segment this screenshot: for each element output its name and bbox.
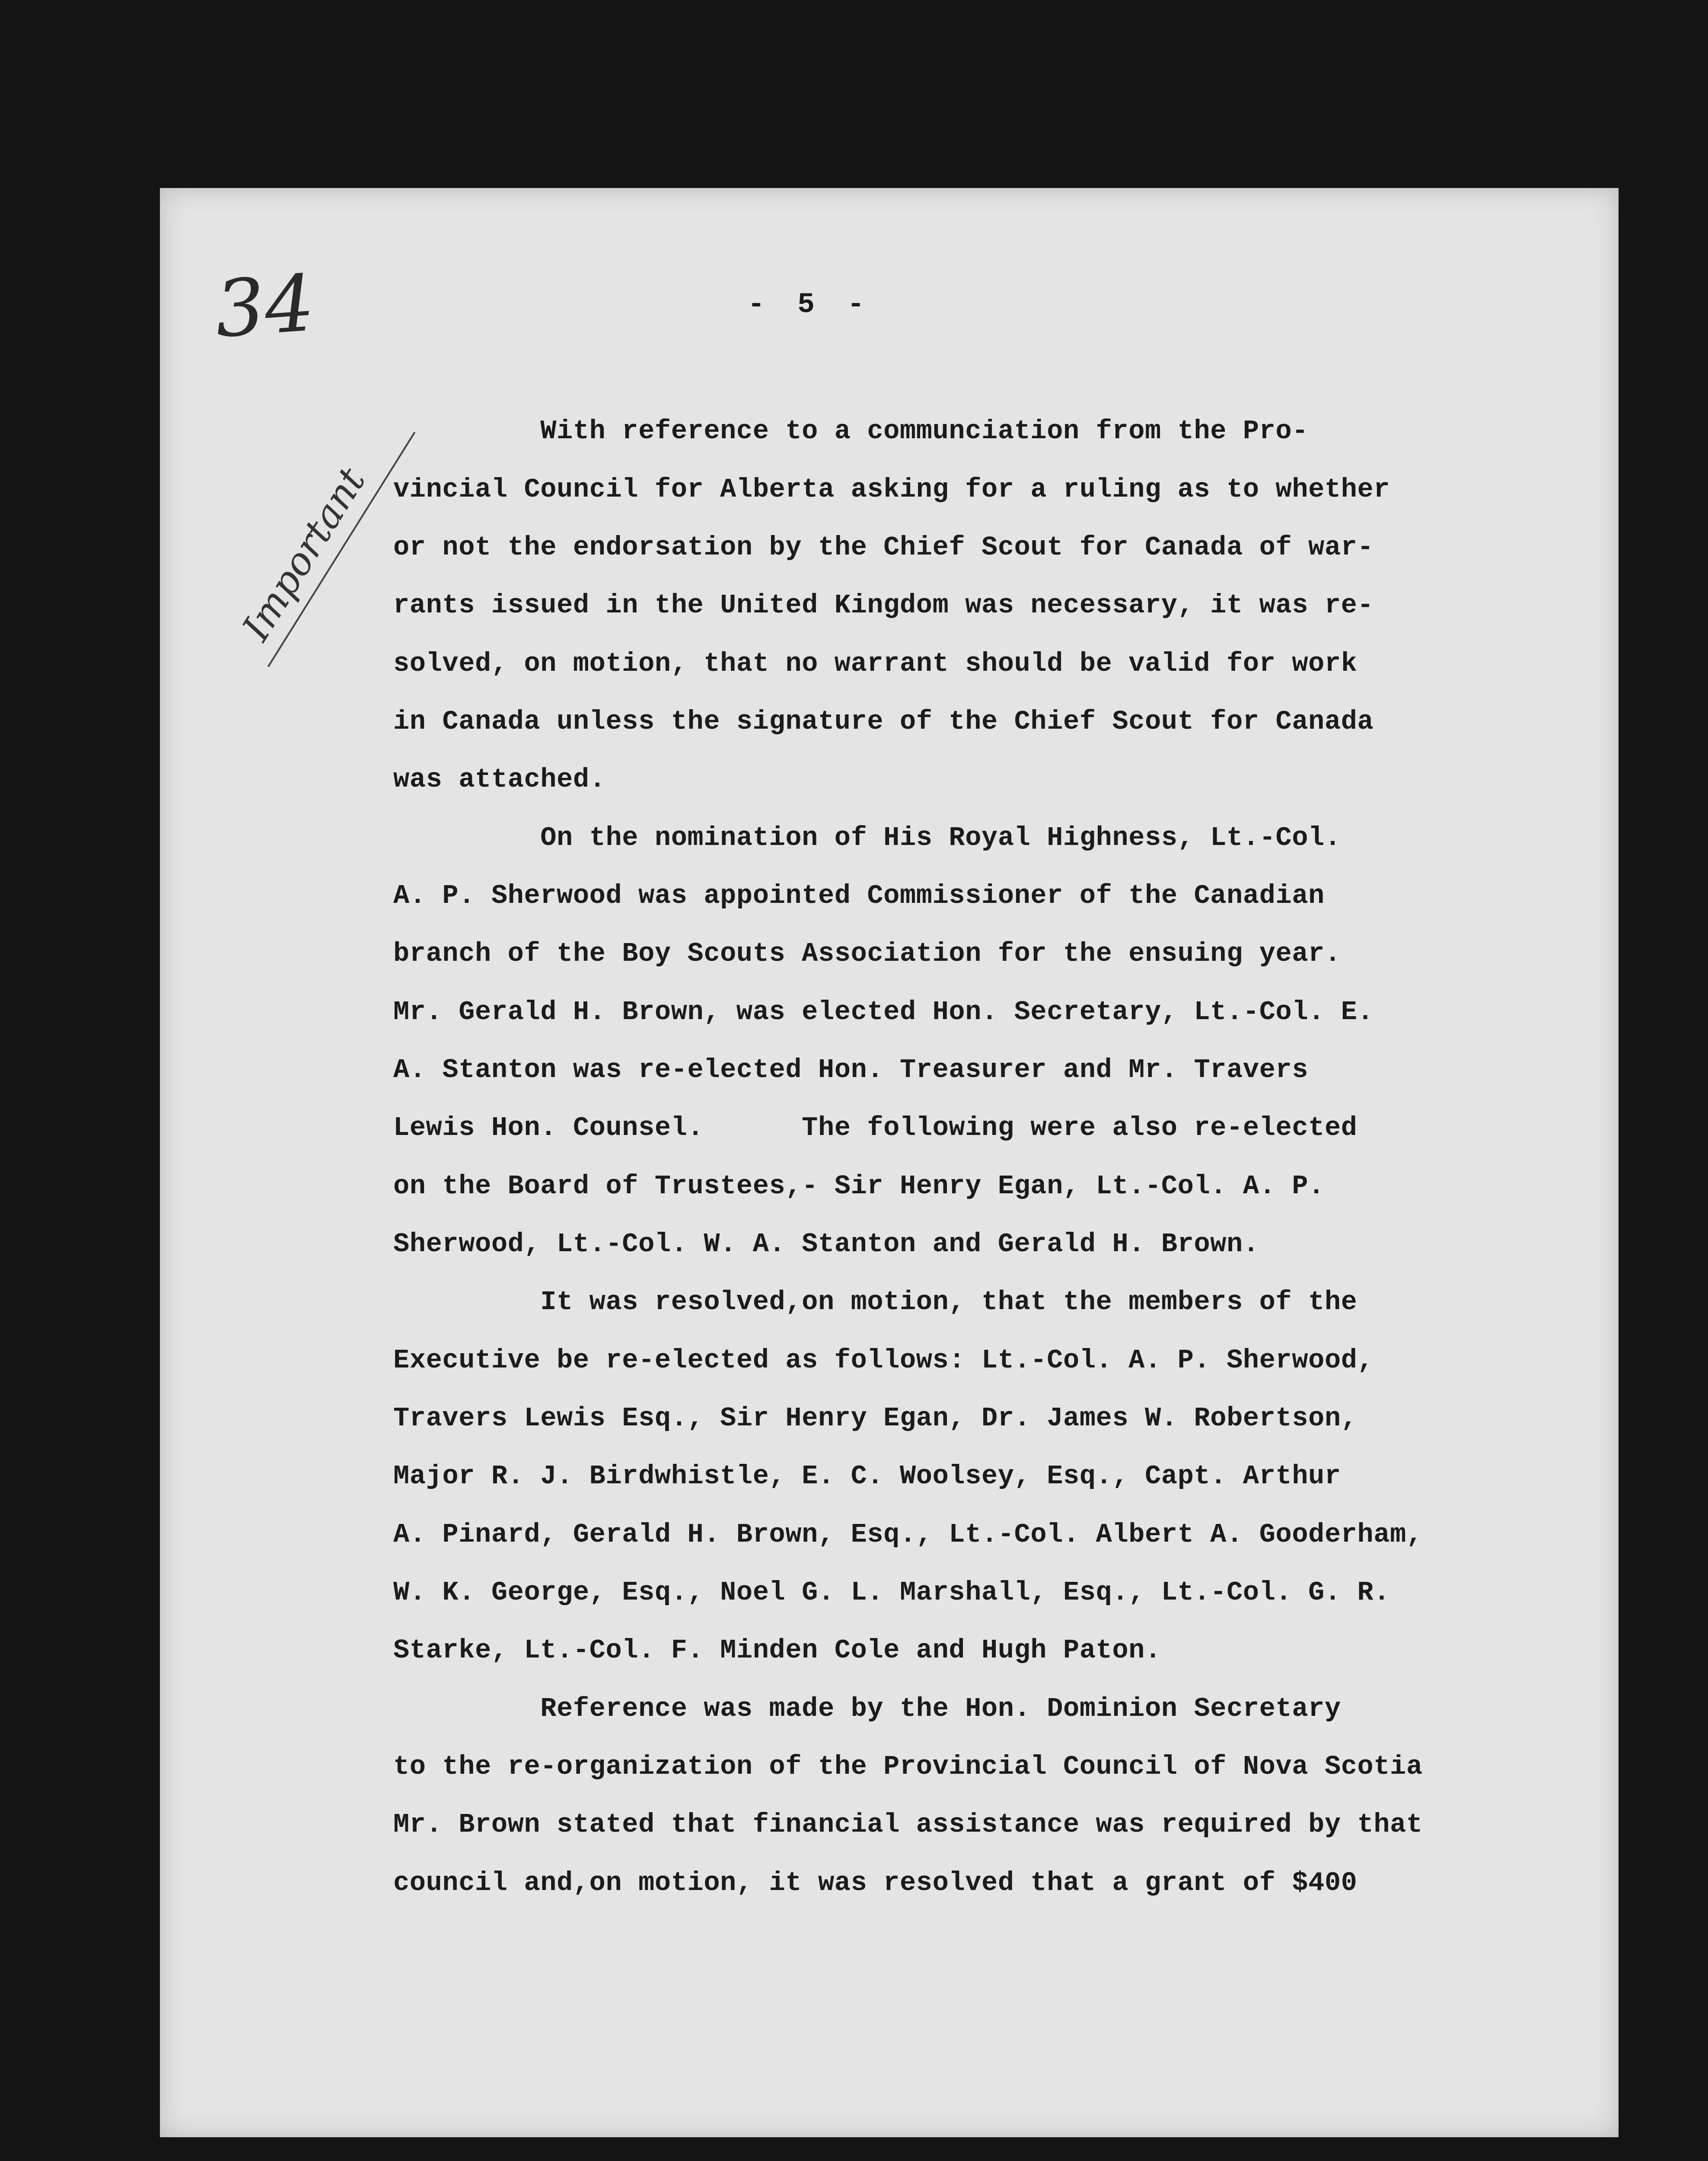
text-line: On the nomination of His Royal Highness, Lt.-Col. [393,822,1341,853]
text-line: Reference was made by the Hon. Dominion Secretary [393,1693,1341,1724]
margin-note-text: Important [233,459,374,648]
text-line: A. Stanton was re-elected Hon. Treasurer and Mr. Travers [393,1055,1309,1085]
text-line: With reference to a communciation from the Pro- [393,416,1309,446]
text-line: solved, on motion, that no warrant should be valid for work [393,648,1357,679]
text-line: rants issued in the United Kingdom was necessary, it was re- [393,590,1374,621]
text-line: vincial Council for Alberta asking for a ruling as to whether [393,474,1390,505]
text-line: was attached. [393,764,606,795]
text-line: Executive be re-elected as follows: Lt.-Col. A. P. Sherwood, [393,1345,1374,1376]
document-page [160,188,1619,2137]
text-line: or not the endorsation by the Chief Scout for Canada of war- [393,532,1374,563]
text-line: Starke, Lt.-Col. F. Minden Cole and Hugh Paton. [393,1635,1161,1666]
page-number: - 5 - [748,288,873,321]
text-line: Travers Lewis Esq., Sir Henry Egan, Dr. James W. Robertson, [393,1403,1357,1434]
text-line: to the re-organization of the Provincial Council of Nova Scotia [393,1751,1423,1782]
text-line: It was resolved,on motion, that the members of the [393,1287,1357,1317]
text-line: A. Pinard, Gerald H. Brown, Esq., Lt.-Col. Albert A. Gooderham, [393,1519,1423,1550]
text-line: Mr. Brown stated that financial assistance was required by that [393,1809,1423,1840]
margin-annotation [233,456,383,652]
text-line: A. P. Sherwood was appointed Commissioner of the Canadian [393,880,1325,911]
text-line: on the Board of Trustees,- Sir Henry Egan, Lt.-Col. A. P. [393,1171,1325,1202]
document-content [160,188,1619,2137]
text-line: branch of the Boy Scouts Association for the ensuing year. [393,938,1341,969]
text-line: W. K. George, Esq., Noel G. L. Marshall, Esq., Lt.-Col. G. R. [393,1577,1390,1608]
text-line: Mr. Gerald H. Brown, was elected Hon. Secretary, Lt.-Col. E. [393,997,1374,1027]
text-line: council and,on motion, it was resolved that a grant of $400 [393,1868,1357,1898]
folio-number: 34 [212,258,318,355]
text-line: Major R. J. Birdwhistle, E. C. Woolsey, Esq., Capt. Arthur [393,1461,1341,1492]
text-line: in Canada unless the signature of the Chief Scout for Canada [393,706,1374,737]
text-line: Sherwood, Lt.-Col. W. A. Stanton and Gerald H. Brown. [393,1229,1259,1259]
text-line: Lewis Hon. Counsel. The following were also re-elected [393,1112,1357,1143]
